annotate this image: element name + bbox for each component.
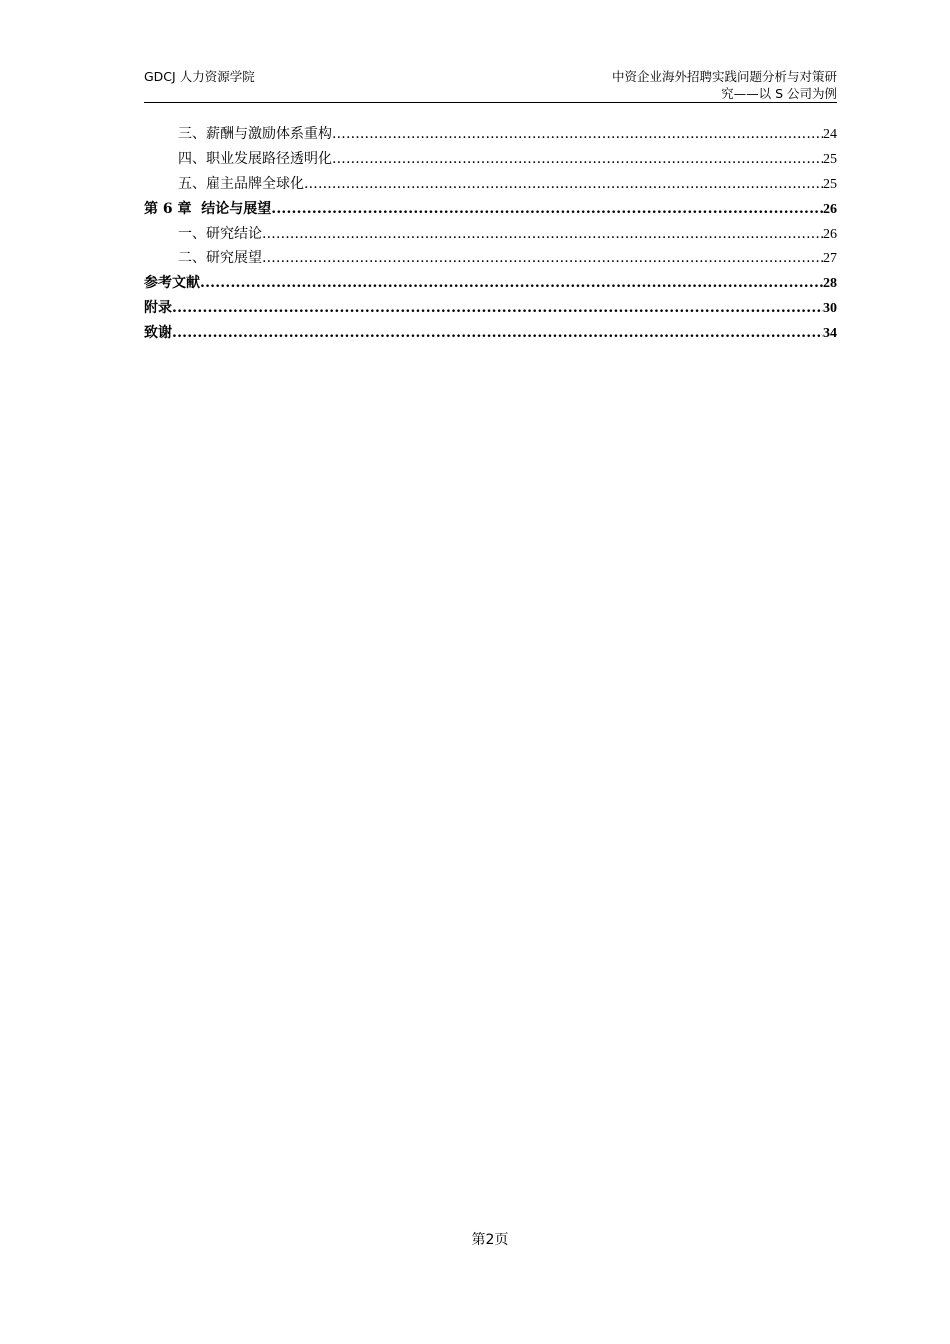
toc-entry-page: 25 — [823, 176, 837, 192]
toc-entry-page: 26 — [823, 226, 837, 242]
toc-entry-page: 27 — [823, 251, 837, 267]
header-institution: GDCJ 人力资源学院 — [144, 69, 255, 84]
toc-entry[interactable] — [144, 122, 837, 147]
toc-dot-leader — [172, 321, 823, 346]
toc-entry-label: 五、雇主品牌全球化 — [178, 175, 304, 192]
toc-dot-leader — [271, 197, 823, 222]
page-header — [144, 66, 837, 103]
toc-dot-leader — [172, 296, 823, 321]
toc-entry-label: 附录 — [144, 300, 172, 317]
toc-entry-page: 26 — [823, 201, 837, 217]
toc-acknowledgements-entry[interactable] — [144, 321, 837, 346]
toc-references-entry[interactable] — [144, 271, 837, 296]
toc-entry-label: 致谢 — [144, 325, 172, 342]
toc-entry-page: 28 — [823, 276, 837, 292]
toc-dot-leader — [332, 122, 823, 147]
header-title-line-2: 究——以 S 公司为例 — [721, 86, 837, 101]
toc-entry-label: 参考文献 — [144, 275, 200, 292]
toc-dot-leader — [262, 246, 823, 271]
toc-dot-leader — [304, 172, 823, 197]
toc-entry-label: 四、职业发展路径透明化 — [178, 150, 332, 167]
toc-entry-label: 三、薪酬与激励体系重构 — [178, 126, 332, 142]
toc-entry-page: 24 — [823, 127, 837, 142]
toc-entry[interactable] — [144, 172, 837, 197]
toc-chapter-entry[interactable] — [144, 197, 837, 222]
toc-entry[interactable] — [144, 222, 837, 247]
toc-entry-label: 第 6 章 结论与展望 — [144, 200, 272, 217]
toc-entry[interactable] — [144, 147, 837, 172]
toc-entry-label: 二、研究展望 — [178, 250, 262, 267]
toc-entry-page: 25 — [823, 151, 837, 167]
header-title-line-1: 中资企业海外招聘实践问题分析与对策研 — [611, 69, 837, 84]
toc-entry-page: 34 — [823, 326, 837, 342]
toc-dot-leader — [200, 271, 823, 296]
toc-dot-leader — [332, 147, 823, 172]
toc-appendix-entry[interactable] — [144, 296, 837, 321]
toc-dot-leader — [262, 222, 823, 247]
page-number: 第2页 — [471, 1232, 509, 1248]
header-thesis-title — [537, 68, 837, 102]
toc-entry-page: 30 — [823, 301, 837, 317]
toc-entry-label: 一、研究结论 — [178, 225, 262, 242]
table-of-contents — [144, 122, 837, 346]
toc-entry[interactable] — [144, 246, 837, 271]
